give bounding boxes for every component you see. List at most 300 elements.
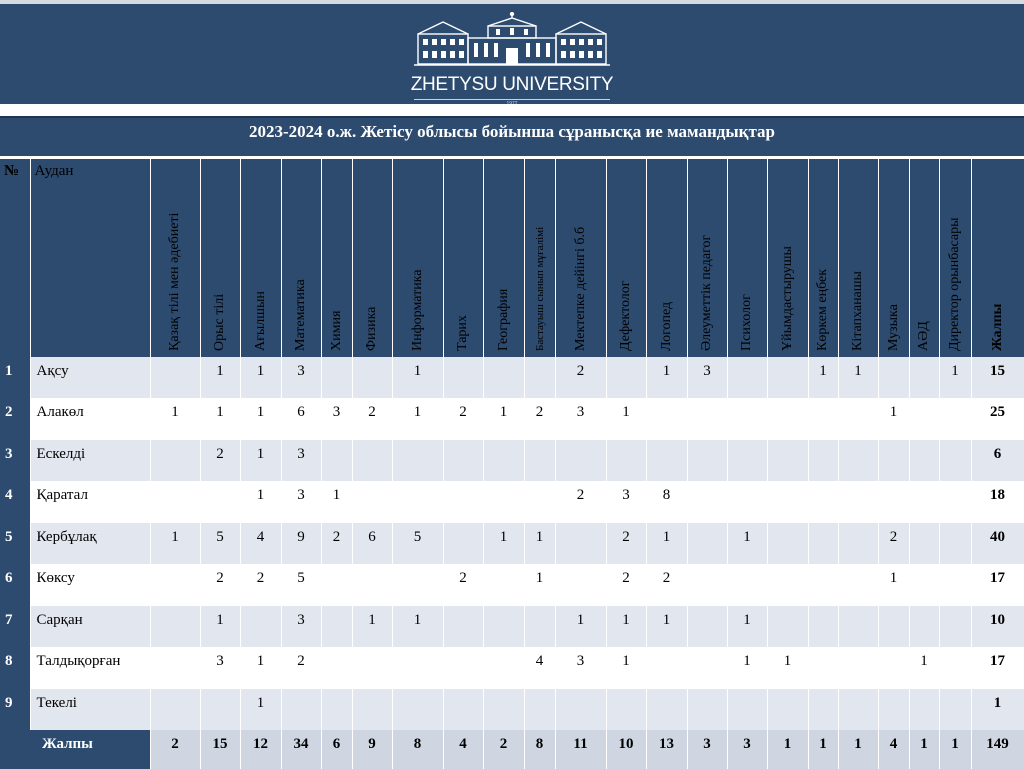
table-cell xyxy=(767,523,808,565)
district-header: Аудан xyxy=(30,158,150,357)
column-header xyxy=(939,158,971,357)
column-header xyxy=(555,158,606,357)
table-cell: 3 xyxy=(321,398,352,440)
column-header-label: Химия xyxy=(328,310,344,351)
table-cell xyxy=(767,481,808,523)
table-cell xyxy=(443,440,483,482)
table-cell: 1 xyxy=(200,398,240,440)
column-total: 2 xyxy=(483,730,524,769)
table-cell xyxy=(767,357,808,399)
district-name: Сарқан xyxy=(30,606,150,648)
table-cell xyxy=(838,689,878,731)
column-total: 34 xyxy=(281,730,321,769)
column-total: 12 xyxy=(240,730,281,769)
table-cell xyxy=(200,481,240,523)
table-cell xyxy=(321,689,352,731)
table-cell: 2 xyxy=(646,564,687,606)
table-cell xyxy=(939,606,971,648)
table-cell xyxy=(524,481,555,523)
district-name: Талдықорған xyxy=(30,647,150,689)
table-cell xyxy=(838,564,878,606)
table-cell: 2 xyxy=(606,564,646,606)
table-cell: 2 xyxy=(240,564,281,606)
column-total: 1 xyxy=(909,730,939,769)
table-cell xyxy=(150,357,200,399)
table-cell xyxy=(727,481,767,523)
table-cell xyxy=(838,481,878,523)
table-cell xyxy=(687,606,727,648)
table-cell xyxy=(352,564,392,606)
table-cell xyxy=(606,440,646,482)
table-cell xyxy=(321,606,352,648)
column-total: 9 xyxy=(352,730,392,769)
table-cell: 1 xyxy=(555,606,606,648)
row-total: 25 xyxy=(971,398,1024,440)
table-cell xyxy=(150,647,200,689)
table-row xyxy=(0,398,1024,440)
table-cell: 3 xyxy=(200,647,240,689)
column-header-label: Тарих xyxy=(455,314,470,351)
table-cell xyxy=(646,440,687,482)
column-header-label: Логопед xyxy=(658,301,674,351)
table-cell: 2 xyxy=(878,523,909,565)
header-gap xyxy=(0,104,1024,116)
table-cell xyxy=(443,481,483,523)
table-cell xyxy=(646,398,687,440)
table-cell xyxy=(240,606,281,648)
column-header xyxy=(808,158,838,357)
column-header xyxy=(200,158,240,357)
table-cell: 1 xyxy=(606,647,646,689)
table-cell xyxy=(524,606,555,648)
table-cell: 1 xyxy=(240,647,281,689)
table-cell xyxy=(838,398,878,440)
table-row xyxy=(0,647,1024,689)
table-cell: 1 xyxy=(727,606,767,648)
table-cell: 1 xyxy=(240,398,281,440)
table-cell xyxy=(687,398,727,440)
column-header-label: География xyxy=(495,288,511,351)
table-cell xyxy=(150,440,200,482)
column-header-label: Дефектолог xyxy=(618,280,633,351)
table-cell xyxy=(524,357,555,399)
table-cell: 1 xyxy=(483,398,524,440)
table-cell xyxy=(646,689,687,731)
table-cell xyxy=(483,647,524,689)
table-cell xyxy=(352,647,392,689)
table-cell xyxy=(150,689,200,731)
column-header-label: Орыс тілі xyxy=(212,293,227,351)
table-cell xyxy=(687,481,727,523)
university-name: ZHETYSU UNIVERSITY xyxy=(410,74,614,95)
table-cell xyxy=(352,440,392,482)
column-total: 3 xyxy=(687,730,727,769)
total-header-label: Жалпы xyxy=(989,303,1005,351)
table-cell: 1 xyxy=(606,606,646,648)
table-cell xyxy=(150,564,200,606)
table-cell xyxy=(909,564,939,606)
table-cell xyxy=(555,564,606,606)
column-total: 2 xyxy=(150,730,200,769)
table-cell: 1 xyxy=(321,481,352,523)
table-cell: 1 xyxy=(240,481,281,523)
table-row xyxy=(0,440,1024,482)
table-cell xyxy=(727,689,767,731)
district-name: Ескелді xyxy=(30,440,150,482)
column-total: 8 xyxy=(392,730,443,769)
table-cell xyxy=(808,564,838,606)
table-cell xyxy=(524,440,555,482)
table-cell: 3 xyxy=(555,647,606,689)
table-cell: 1 xyxy=(909,647,939,689)
table-cell: 1 xyxy=(200,357,240,399)
logo-divider xyxy=(414,99,610,100)
table-cell xyxy=(443,357,483,399)
column-header xyxy=(240,158,281,357)
table-cell: 1 xyxy=(240,689,281,731)
table-cell xyxy=(352,357,392,399)
column-header-label: Музыка xyxy=(885,303,901,351)
column-header xyxy=(281,158,321,357)
table-cell: 3 xyxy=(281,606,321,648)
table-cell: 1 xyxy=(392,398,443,440)
column-header-label: Кітапханашы xyxy=(850,270,865,351)
row-total: 15 xyxy=(971,357,1024,399)
district-name: Қаратал xyxy=(30,481,150,523)
table-cell xyxy=(687,440,727,482)
table-cell xyxy=(808,440,838,482)
table-cell: 2 xyxy=(352,398,392,440)
column-header xyxy=(524,158,555,357)
district-name: Текелі xyxy=(30,689,150,731)
table-cell xyxy=(939,689,971,731)
table-cell: 3 xyxy=(555,398,606,440)
district-name: Ақсу xyxy=(30,357,150,399)
column-total: 11 xyxy=(555,730,606,769)
table-cell: 2 xyxy=(555,357,606,399)
table-cell xyxy=(392,440,443,482)
column-header-label: Қазақ тілі мен әдебиеті xyxy=(167,212,182,351)
table-cell xyxy=(878,481,909,523)
table-cell xyxy=(727,357,767,399)
university-logo xyxy=(400,12,624,104)
table-cell xyxy=(352,689,392,731)
table-cell: 2 xyxy=(555,481,606,523)
table-row xyxy=(0,357,1024,399)
table-cell xyxy=(483,689,524,731)
table-cell xyxy=(555,440,606,482)
table-cell xyxy=(281,689,321,731)
column-header xyxy=(909,158,939,357)
title-bar xyxy=(0,116,1024,156)
table-cell xyxy=(443,606,483,648)
table-cell xyxy=(909,689,939,731)
column-header-label: Мектепке дейінгі б.б xyxy=(572,226,588,351)
table-cell: 3 xyxy=(281,440,321,482)
table-cell: 1 xyxy=(240,357,281,399)
table-cell xyxy=(321,357,352,399)
table-row xyxy=(0,523,1024,565)
table-cell xyxy=(878,606,909,648)
table-cell: 2 xyxy=(606,523,646,565)
table-cell: 1 xyxy=(838,357,878,399)
table-cell xyxy=(483,606,524,648)
row-total: 40 xyxy=(971,523,1024,565)
row-total: 17 xyxy=(971,647,1024,689)
column-header xyxy=(606,158,646,357)
table-cell xyxy=(838,606,878,648)
column-header-label: Әлеуметтік педагог xyxy=(699,234,714,351)
table-cell: 1 xyxy=(150,523,200,565)
row-number: 2 xyxy=(0,398,30,440)
column-total: 13 xyxy=(646,730,687,769)
table-cell: 3 xyxy=(606,481,646,523)
column-header xyxy=(321,158,352,357)
column-header-label: Математика xyxy=(293,278,308,351)
row-number: 1 xyxy=(0,357,30,399)
table-cell: 1 xyxy=(200,606,240,648)
row-total: 1 xyxy=(971,689,1024,731)
table-cell: 4 xyxy=(524,647,555,689)
table-cell: 1 xyxy=(524,564,555,606)
table-cell: 4 xyxy=(240,523,281,565)
column-total: 1 xyxy=(808,730,838,769)
table-cell: 2 xyxy=(281,647,321,689)
column-header-label: Көркем еңбек xyxy=(815,268,830,351)
column-total: 6 xyxy=(321,730,352,769)
column-total: 4 xyxy=(878,730,909,769)
column-header-label: Ағылшын xyxy=(252,290,268,351)
table-cell xyxy=(483,440,524,482)
table-cell: 1 xyxy=(352,606,392,648)
table-cell xyxy=(687,689,727,731)
table-cell: 1 xyxy=(878,564,909,606)
table-cell xyxy=(909,523,939,565)
column-total: 1 xyxy=(838,730,878,769)
column-header-label: Психолог xyxy=(739,293,754,351)
table-cell xyxy=(200,689,240,731)
table-cell: 2 xyxy=(443,398,483,440)
table-cell xyxy=(808,398,838,440)
table-cell: 2 xyxy=(524,398,555,440)
table-cell xyxy=(767,606,808,648)
table-cell: 5 xyxy=(200,523,240,565)
district-name: Көксу xyxy=(30,564,150,606)
table-cell: 2 xyxy=(321,523,352,565)
table-cell xyxy=(483,564,524,606)
table-cell xyxy=(392,481,443,523)
table-cell xyxy=(687,564,727,606)
row-total: 10 xyxy=(971,606,1024,648)
table-cell xyxy=(767,564,808,606)
column-total: 10 xyxy=(606,730,646,769)
table-cell xyxy=(838,523,878,565)
table-cell: 5 xyxy=(281,564,321,606)
table-cell: 2 xyxy=(443,564,483,606)
column-header xyxy=(150,158,200,357)
table-cell xyxy=(687,647,727,689)
table-cell xyxy=(646,647,687,689)
table-cell xyxy=(909,398,939,440)
table-cell: 6 xyxy=(281,398,321,440)
column-header xyxy=(352,158,392,357)
table-cell xyxy=(878,440,909,482)
table-cell xyxy=(939,440,971,482)
table-cell: 1 xyxy=(392,357,443,399)
table-cell: 3 xyxy=(687,357,727,399)
table-cell xyxy=(878,689,909,731)
column-header xyxy=(392,158,443,357)
table-cell: 1 xyxy=(646,606,687,648)
table-row xyxy=(0,481,1024,523)
table-cell xyxy=(727,564,767,606)
column-total: 15 xyxy=(200,730,240,769)
header-banner xyxy=(0,4,1024,104)
table-cell: 1 xyxy=(483,523,524,565)
table-cell xyxy=(767,440,808,482)
table-cell xyxy=(606,689,646,731)
table-cell: 3 xyxy=(281,481,321,523)
column-header xyxy=(483,158,524,357)
table-cell: 1 xyxy=(240,440,281,482)
row-number: 6 xyxy=(0,564,30,606)
table-cell: 1 xyxy=(646,523,687,565)
table-cell xyxy=(939,647,971,689)
table-cell xyxy=(392,564,443,606)
table-cell: 2 xyxy=(200,440,240,482)
district-name: Кербұлақ xyxy=(30,523,150,565)
totals-row xyxy=(0,730,1024,769)
table-cell xyxy=(909,606,939,648)
column-total: 1 xyxy=(767,730,808,769)
table-cell xyxy=(321,647,352,689)
table-cell xyxy=(392,647,443,689)
column-header xyxy=(646,158,687,357)
column-header-label: Информатика xyxy=(409,269,425,351)
row-number: 9 xyxy=(0,689,30,731)
table-cell xyxy=(808,606,838,648)
table-cell xyxy=(767,398,808,440)
column-total: 8 xyxy=(524,730,555,769)
table-cell xyxy=(878,647,909,689)
table-cell xyxy=(443,689,483,731)
table-cell xyxy=(808,689,838,731)
table-cell xyxy=(443,647,483,689)
column-header xyxy=(443,158,483,357)
table-cell xyxy=(939,564,971,606)
table-row xyxy=(0,564,1024,606)
table-cell: 1 xyxy=(727,647,767,689)
table-cell xyxy=(321,440,352,482)
table-cell xyxy=(838,647,878,689)
table-cell: 1 xyxy=(524,523,555,565)
row-number: 4 xyxy=(0,481,30,523)
total-header xyxy=(971,158,1024,357)
table-cell xyxy=(939,398,971,440)
row-number: 3 xyxy=(0,440,30,482)
row-total: 6 xyxy=(971,440,1024,482)
table-cell: 1 xyxy=(727,523,767,565)
column-header-label: АӘД xyxy=(916,320,931,351)
grand-total: 149 xyxy=(971,730,1024,769)
column-total: 1 xyxy=(939,730,971,769)
specialties-table xyxy=(0,156,1024,769)
column-header xyxy=(767,158,808,357)
row-total: 18 xyxy=(971,481,1024,523)
table-row xyxy=(0,689,1024,731)
table-cell xyxy=(352,481,392,523)
table-cell xyxy=(878,357,909,399)
column-header-label: Директор орынбасары xyxy=(947,216,962,351)
university-building-icon xyxy=(414,12,610,70)
table-cell xyxy=(909,481,939,523)
column-header-label: Ұйымдастырушы xyxy=(779,245,795,351)
table-cell: 6 xyxy=(352,523,392,565)
column-header xyxy=(727,158,767,357)
table-cell xyxy=(767,689,808,731)
table-cell xyxy=(909,357,939,399)
column-header xyxy=(838,158,878,357)
header-row xyxy=(0,158,1024,357)
column-header-label: Физика xyxy=(364,306,379,351)
column-header xyxy=(687,158,727,357)
table-cell: 1 xyxy=(392,606,443,648)
table-cell xyxy=(808,523,838,565)
row-number: 7 xyxy=(0,606,30,648)
table-cell xyxy=(606,357,646,399)
table-cell xyxy=(555,689,606,731)
row-number: 5 xyxy=(0,523,30,565)
table-cell xyxy=(150,606,200,648)
table-cell: 2 xyxy=(200,564,240,606)
table-cell: 1 xyxy=(150,398,200,440)
table-cell xyxy=(150,481,200,523)
district-name: Алакөл xyxy=(30,398,150,440)
totals-label: Жалпы xyxy=(0,730,150,769)
table-cell: 9 xyxy=(281,523,321,565)
table-cell xyxy=(909,440,939,482)
column-header xyxy=(878,158,909,357)
table-cell xyxy=(838,440,878,482)
table-cell xyxy=(808,647,838,689)
table-cell xyxy=(524,689,555,731)
table-cell: 3 xyxy=(281,357,321,399)
table-cell: 1 xyxy=(939,357,971,399)
table-cell xyxy=(483,481,524,523)
table-cell: 1 xyxy=(646,357,687,399)
row-total: 17 xyxy=(971,564,1024,606)
table-cell: 1 xyxy=(606,398,646,440)
table-cell xyxy=(727,398,767,440)
table-cell xyxy=(555,523,606,565)
column-total: 3 xyxy=(727,730,767,769)
column-header-label: Бастауыш сынып мұғалімі xyxy=(533,226,546,351)
table-cell xyxy=(939,523,971,565)
table-cell xyxy=(687,523,727,565)
table-cell: 1 xyxy=(878,398,909,440)
table-cell xyxy=(808,481,838,523)
table-cell xyxy=(727,440,767,482)
table-row xyxy=(0,606,1024,648)
row-number: 8 xyxy=(0,647,30,689)
table-cell: 1 xyxy=(808,357,838,399)
page-title: 2023-2024 о.ж. Жетісу облысы бойынша сұранысқа ие мамандықтар xyxy=(249,122,775,141)
number-header: № xyxy=(0,158,30,357)
table-cell xyxy=(392,689,443,731)
table-cell xyxy=(939,481,971,523)
table-cell xyxy=(443,523,483,565)
column-total: 4 xyxy=(443,730,483,769)
